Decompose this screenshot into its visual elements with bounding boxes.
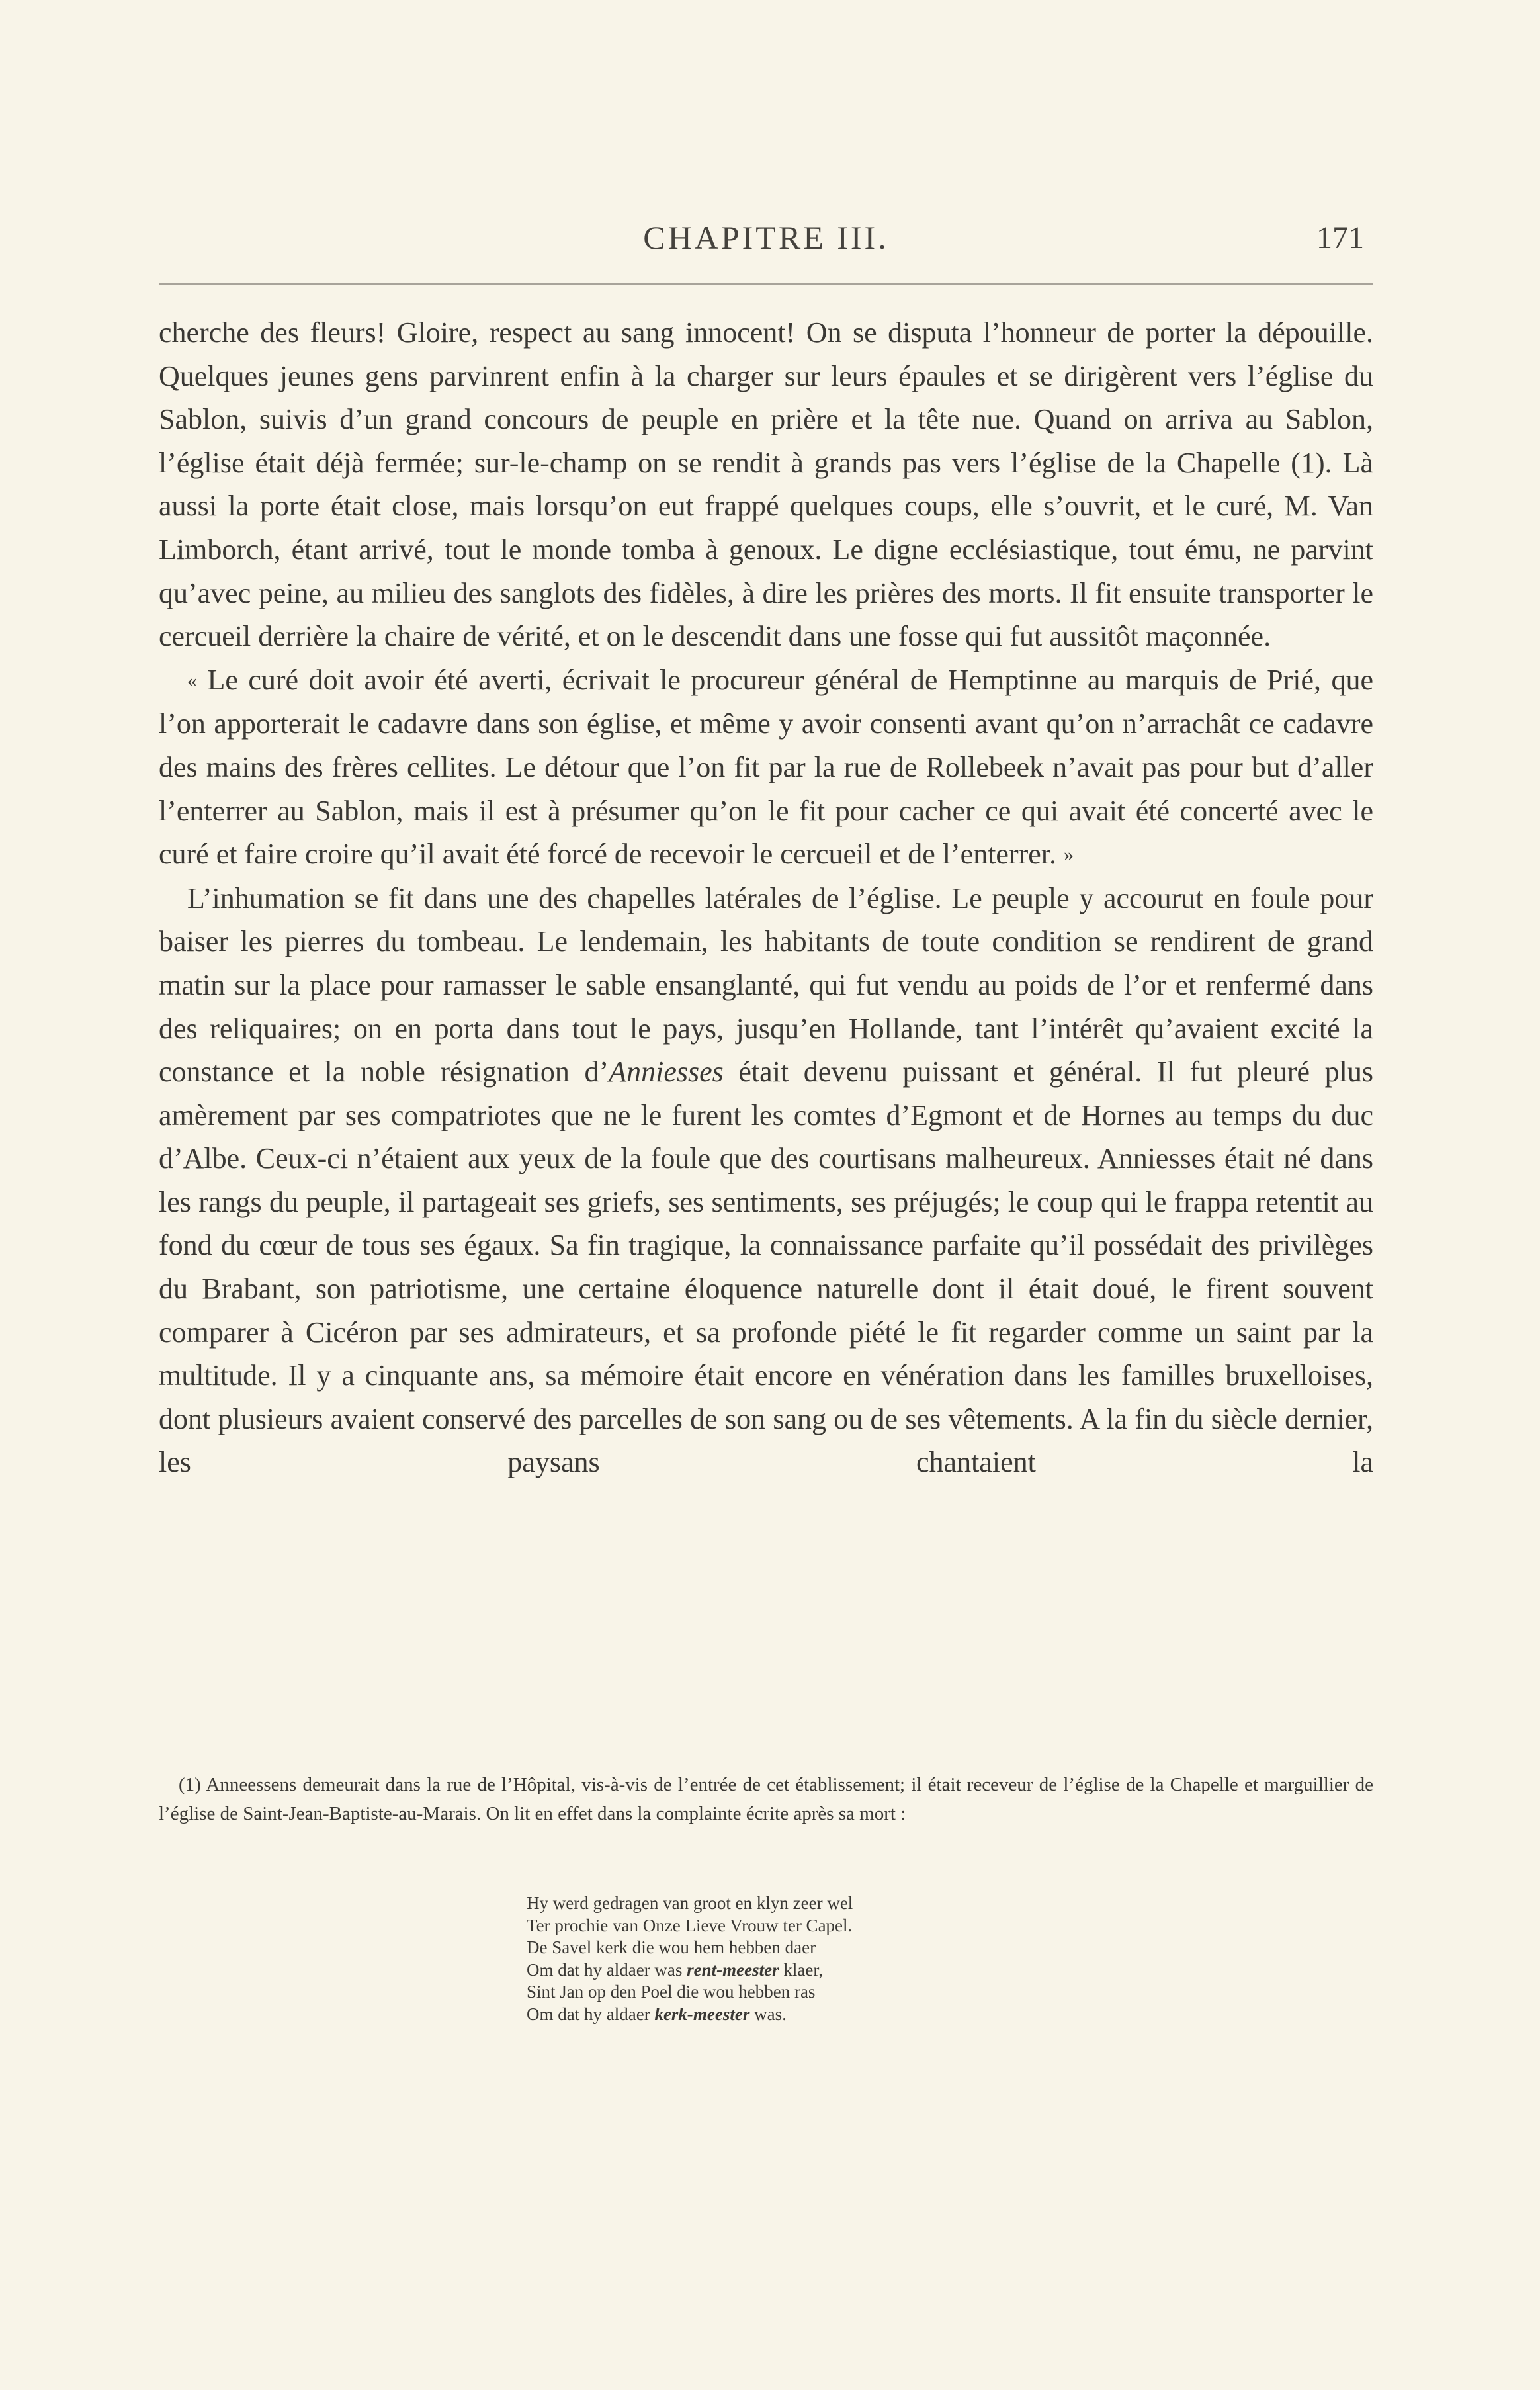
chapter-title: CHAPITRE III. xyxy=(643,219,889,256)
paragraph-text: était devenu puissant et général. Il fut pleuré plus amèrement par ses compatriotes que ne le furent les comtes d’Egmont et de Hornes au temps du duc d’Albe. Ceux-ci n’étaient aux yeux de la foule que des courtisans malheureux. Anniesses était né dans les rangs du peuple, il partageait ses griefs, ses sentiments, ses préjugés; le coup qui le frappa retentit au fond du cœur de tous ses égaux. Sa fin tragique, la connaissance parfaite qu’il possédait des privilèges du Brabant, son patriotisme, une certaine éloquence naturelle dont il était doué, le firent souvent comparer à Cicéron par ses admirateurs, et sa profonde piété le fit regarder comme un saint par la multitude. Il y a cinquante ans, sa mémoire était encore en vénération dans les familles bruxelloises, dont plusieurs avaient conservé des parcelles de son sang ou de ses vêtements. A la fin du siècle dernier, les paysans chantaient la xyxy=(159,1055,1373,1479)
italic-name: Anniesses xyxy=(609,1055,724,1088)
poem-italic-word: rent-meester xyxy=(687,1959,779,1980)
paragraph-quote xyxy=(159,658,1373,877)
footnote-text: (1) Anneessens demeurait dans la rue de l’Hôpital, vis-à-vis de l’entrée de cet établissement; il était receveur de l’église de la Chapelle et marguillier de l’église de Saint-Jean-Baptiste-au-Marais. On lit en effet dans la complainte écrite après sa mort : xyxy=(159,1774,1373,1824)
paragraph xyxy=(159,877,1373,1484)
close-quote-mark: » xyxy=(1064,844,1074,866)
paragraph-text: L’inhumation se fit dans une des chapelles latérales de l’église. Le peuple y accourut en foule pour baiser les pierres du tombeau. Le lendemain, les habitants de toute condition se rendirent de grand matin sur la place pour ramasser le sable ensanglanté, qui fut vendu au poids de l’or et renfermé dans des reliquaires; on en porta dans tout le pays, jusqu’en Hollande, tant l’intérêt qu’avaient excité la constance et la noble résignation d’ xyxy=(159,881,1373,1088)
poem-line: Ter prochie van Onze Lieve Vrouw ter Capel. xyxy=(527,1915,853,1935)
poem-italic-word: kerk-meester xyxy=(654,2004,750,2024)
paragraph-text: Le curé doit avoir été averti, écrivait le procureur général de Hemptinne au marquis de Prié, que l’on apporterait le cadavre dans son église, et même y avoir consenti avant qu’on n’arrachât ce cadavre des mains des frères cellites. Le détour que l’on fit par la rue de Rollebeek n’avait pas pour but d’aller l’enterrer au Sablon, mais il est à présumer qu’on le fit pour cacher ce qui avait été concerté avec le curé et faire croire qu’il avait été forcé de recevoir le cercueil et de l’enterrer. xyxy=(159,663,1373,871)
poem-text: klaer, xyxy=(779,1959,824,1980)
paragraph-text: cherche des fleurs! Gloire, respect au sang innocent! On se disputa l’honneur de porter la dépouille. Quelques jeunes gens parvinrent enfin à la charger sur leurs épaules et se dirigèrent vers l’église du Sablon, suivis d’un grand concours de peuple en prière et la tête nue. Quand on arriva au Sablon, l’église était déjà fermée; sur-le-champ on se rendit à grands pas vers l’église de la Chapelle (1). Là aussi la porte était close, mais lorsqu’on eut frappé quelques coups, elle s’ouvrit, et le curé, M. Van Limborch, étant arrivé, tout le monde tomba à genoux. Le digne ecclésiastique, tout ému, ne parvint qu’avec peine, au milieu des sanglots des fidèles, à dire les prières des morts. Il fit ensuite transporter le cercueil derrière la chaire de vérité, et on le descendit dans une fosse qui fut aussitôt maçonnée. xyxy=(159,316,1373,653)
poem-line: Hy werd gedragen van groot en klyn zeer wel xyxy=(527,1893,853,1913)
running-head xyxy=(159,218,1373,271)
poem-text: Om dat hy aldaer xyxy=(527,2004,655,2024)
poem-text: Om dat hy aldaer was xyxy=(527,1959,687,1980)
open-quote-mark: « xyxy=(187,669,197,691)
poem-quotation xyxy=(527,1892,1122,2026)
page-number: 171 xyxy=(1316,220,1364,255)
poem-line: De Savel kerk die wou hem hebben daer xyxy=(527,1937,816,1958)
poem-line xyxy=(527,1959,1122,1982)
main-text xyxy=(159,311,1373,1484)
paragraph xyxy=(159,311,1373,658)
header-rule xyxy=(159,283,1373,285)
poem-line: Sint Jan op den Poel die wou hebben ras xyxy=(527,1982,816,2002)
footnote xyxy=(159,1771,1373,1828)
poem-line xyxy=(527,2004,1122,2026)
poem-text: was. xyxy=(749,2004,787,2024)
